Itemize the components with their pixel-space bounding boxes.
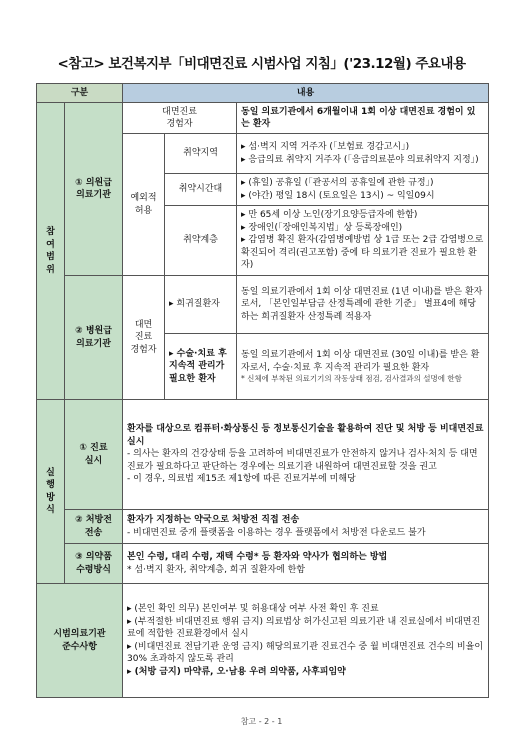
list-item: * 섬·벽지 환자, 취약계층, 희귀 질환자에 한함 <box>127 564 306 575</box>
postop-note: * 신체에 부착된 의료기기의 작동상태 점검, 검사결과의 설명에 한함 <box>241 374 462 383</box>
clinic-label: ① 의원급 의료기관 <box>65 103 123 276</box>
vulnerable-group-list <box>237 206 489 276</box>
list-item: ▸ (휴일) 공휴일 (「관공서의 공휴일에 관한 규정」) <box>241 178 434 188</box>
medicine-headline: 본인 수령, 대리 수령, 재택 수령* 등 환자와 약사가 협의하는 방법 <box>127 552 388 562</box>
list-item: ▸ (비대면진료 전담기관 운영 금지) 해당의료기관 진료건수 중 월 비대면진료 건수의 비율이 30% 초과하지 않도록 관리 <box>127 641 484 664</box>
method-section-label: 실 행 방 식 <box>37 400 65 584</box>
table-row <box>37 103 489 134</box>
vulnerable-time-list <box>237 174 489 206</box>
prescription-headline: 환자가 지정하는 약국으로 처방전 직접 전송 <box>127 515 300 525</box>
rare-disease-text: 동일 의료기관에서 1회 이상 대면진료 (1년 이내)를 받은 환자로서, 「본인일부담금 산정특례에 관한 기준」 별표4에 해당하는 희귀질환자 산정특례 적용자 <box>237 276 489 334</box>
postop-text: 동일 의료기관에서 1회 이상 대면진료 (30일 이내)를 받은 환자로서, 수술·치료 후 지속적 관리가 필요한 환자 <box>241 350 480 373</box>
consult-cell <box>123 400 489 510</box>
list-item: ▸ (처방 금지) 마약류, 오·남용 우려 의약품, 사후피임약 <box>127 666 346 677</box>
exception-label: 예외적 허용 <box>123 134 165 276</box>
table-row <box>37 584 489 698</box>
postop-cell <box>237 334 489 400</box>
rare-disease-label: ▸ 희귀질환자 <box>165 276 237 334</box>
vulnerable-area-label: 취약지역 <box>165 134 237 174</box>
header-category: 구분 <box>37 84 123 103</box>
page-footer: 참고 - 2 - 1 <box>240 717 283 726</box>
compliance-label: 시범의료기관 준수사항 <box>37 584 123 698</box>
list-item: - 비대면진료 중개 플랫폼을 이용하는 경우 플랫폼에서 처방전 다운로드 불가 <box>127 527 426 538</box>
hospital-experienced-label: 대면 진료 경험자 <box>123 276 165 400</box>
page-title: <참고> 보건복지부「비대면진료 시범사업 지침」('23.12월) 주요내용 <box>57 56 466 72</box>
postop-label: ▸ 수술·치료 후 지속적 관리가 필요한 환자 <box>165 334 237 400</box>
participation-section-label: 참 여 범 위 <box>37 103 65 400</box>
prescription-label: ② 처방전 전송 <box>65 510 123 544</box>
consult-headline: 환자를 대상으로 컴퓨터·화상통신 등 정보통신기술을 활용하여 진단 및 처방 등 비대면진료 실시 <box>127 424 484 447</box>
prescription-cell <box>123 510 489 544</box>
medicine-cell <box>123 544 489 584</box>
summary-table <box>36 83 489 698</box>
list-item: - 이 경우, 의료법 제15조 제1항에 따른 진료거부에 미해당 <box>127 474 356 485</box>
list-item: ▸ (야간) 평일 18시 (토요일은 13시) ~ 익일09시 <box>241 190 435 201</box>
list-item: ▸ 응급의료 취약지 거주자 (「응급의료분야 의료취약지 지정」) <box>241 154 479 165</box>
table-row <box>37 544 489 584</box>
vulnerable-area-list <box>237 134 489 174</box>
list-item: - 의사는 환자의 건강상태 등을 고려하여 비대면진료가 안전하지 않거나 검사·처치 등 대면진료가 필요하다고 판단하는 경우에는 의료기관 내원하여 대면진료할 것을 권고 <box>127 449 478 472</box>
list-item: ▸ 만 65세 이상 노인(장기요양등급자에 한함) <box>241 210 418 221</box>
hospital-label: ② 병원급 의료기관 <box>65 276 123 400</box>
list-item: ▸ 장애인(「장애인복지법」상 등록장애인) <box>241 222 403 233</box>
list-item: ▸ 섬·벽지 지역 거주자 (「보험료 경감고시」) <box>241 142 410 152</box>
experienced-text: 동일 의료기관에서 6개월이내 1회 이상 대면진료 경험이 있는 환자 <box>237 103 489 134</box>
vulnerable-group-label: 취약계층 <box>165 206 237 276</box>
vulnerable-time-label: 취약시간대 <box>165 174 237 206</box>
list-item: ▸ 감염병 확진 환자(감염병예방법 상 1급 또는 2급 감염병으로 확진되어 격리(권고포함) 중에 타 의료기관 진료가 필요한 환자) <box>241 235 484 271</box>
experienced-label: 대면진료 경험자 <box>123 103 237 134</box>
header-content: 내용 <box>123 84 489 103</box>
compliance-list <box>123 584 489 698</box>
consult-label: ① 진료 실시 <box>65 400 123 510</box>
list-item: ▸ (부적절한 비대면진료 행위 금지) 의료법상 허가신고된 의료기관 내 진료실에서 비대면진료에 적합한 진료환경에서 실시 <box>127 616 481 639</box>
table-row <box>37 510 489 544</box>
medicine-label: ③ 의약품 수령방식 <box>65 544 123 584</box>
list-item: ▸ (본인 확인 의무) 본인여부 및 허용대상 여부 사전 확인 후 진료 <box>127 604 379 614</box>
table-row <box>37 276 489 334</box>
table-header-row <box>37 84 489 103</box>
table-row <box>37 400 489 510</box>
